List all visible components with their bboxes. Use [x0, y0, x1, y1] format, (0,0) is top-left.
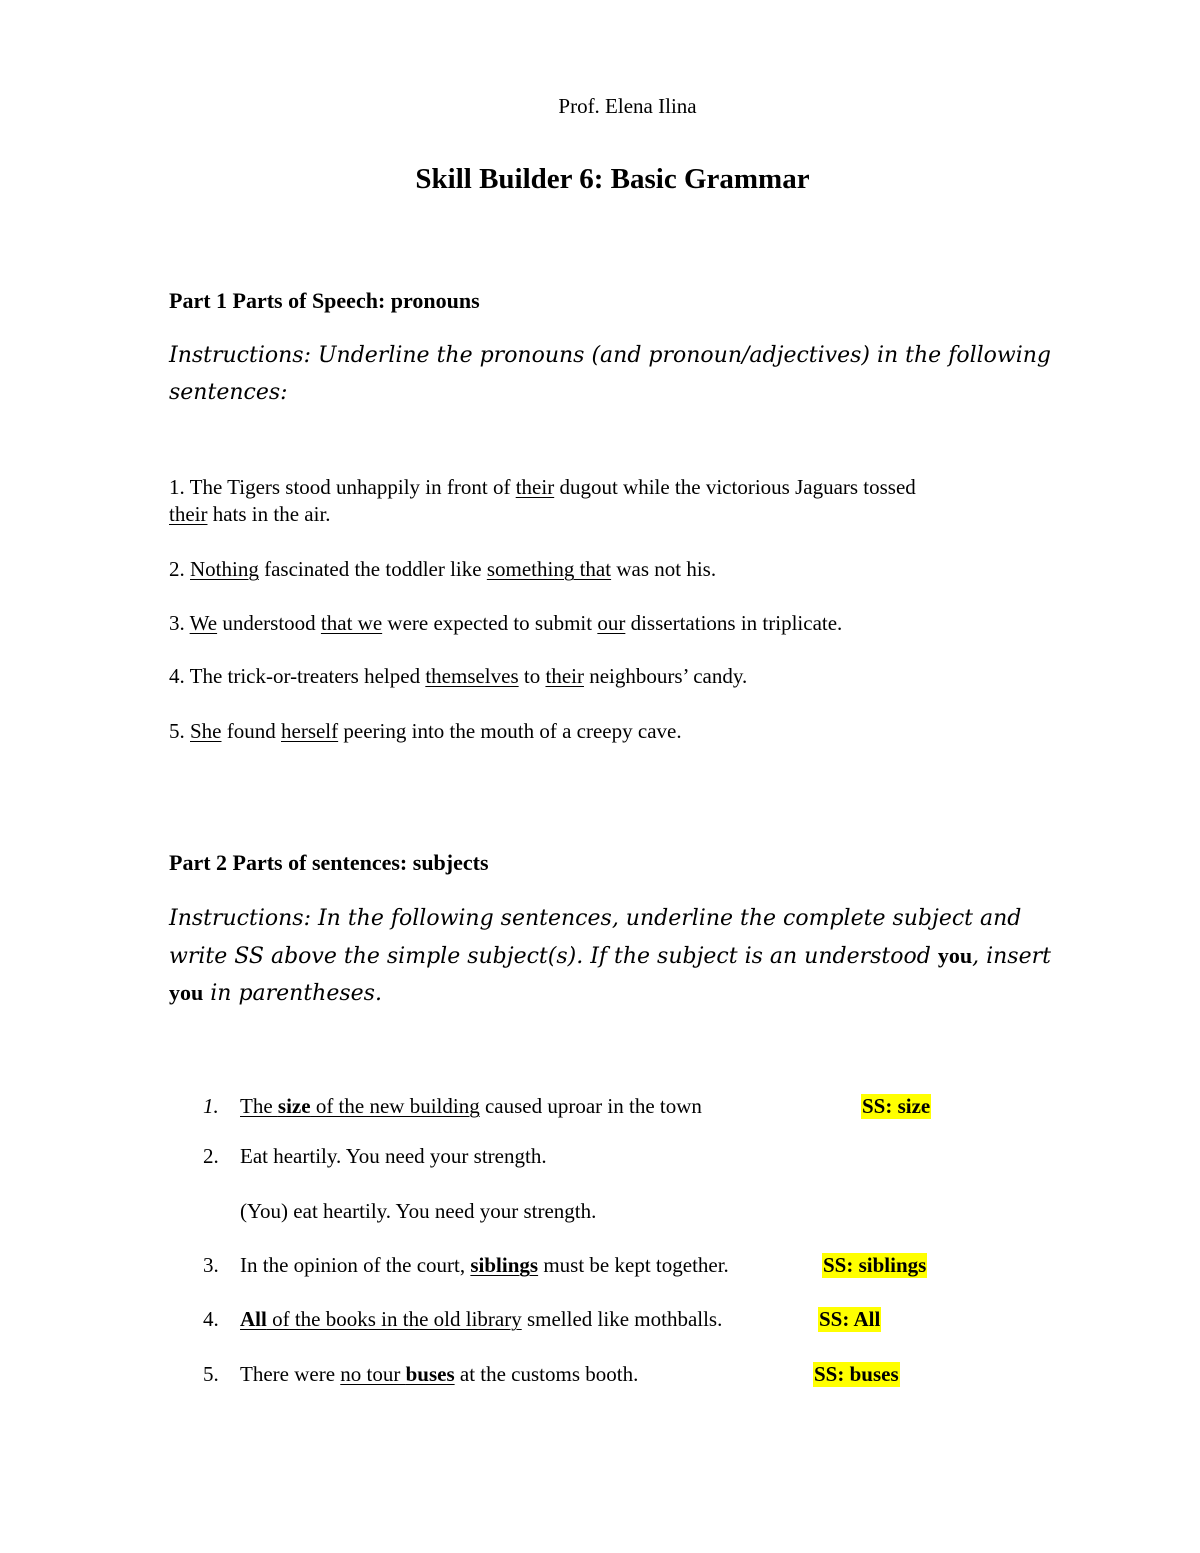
part2-instructions-text-c: in parentheses.: [203, 981, 382, 1006]
underlined-word: themselves: [425, 664, 519, 688]
part1-item-2: [169, 557, 716, 582]
part2-instructions-line2: [169, 937, 1051, 975]
part2-item-4-number: 4.: [203, 1307, 219, 1331]
part2-item-3-ss-badge: SS: siblings: [823, 1253, 927, 1277]
sentence-text: peering into the mouth of a creepy cave.: [338, 719, 682, 743]
sentence-text: was not his.: [611, 557, 717, 581]
sentence-text: 1. The Tigers stood unhappily in front of: [169, 475, 516, 499]
underlined-word: She: [190, 719, 222, 743]
sentence-text: There were: [240, 1362, 341, 1386]
part2-instructions-text-b: , insert: [972, 944, 1051, 969]
sentence-text: 2.: [169, 557, 190, 581]
sentence-text: 5.: [169, 719, 190, 743]
sentence-text: hats in the air.: [207, 502, 331, 526]
underlined-word: of the books in the old library: [266, 1307, 522, 1331]
sentence-text: dugout while the victorious Jaguars tossed: [554, 475, 916, 499]
part1-item-5: [169, 719, 682, 744]
part2-instructions-you-1: you: [937, 943, 973, 968]
part2-item-4-ss-badge: SS: All: [819, 1307, 881, 1331]
underlined-word: All: [240, 1307, 267, 1331]
underlined-word: Nothing: [190, 557, 259, 581]
part2-item-2: [240, 1144, 547, 1169]
part2-item-1-ss-badge: SS: size: [862, 1094, 931, 1118]
underlined-word: size: [277, 1094, 311, 1118]
part1-item-1-line1: [169, 475, 916, 500]
page-title: Skill Builder 6: Basic Grammar: [415, 163, 810, 195]
sentence-text: neighbours’ candy.: [583, 664, 748, 688]
sentence-text: to: [518, 664, 546, 688]
part1-item-4: [169, 664, 747, 689]
sentence-text: smelled like mothballs.: [521, 1307, 723, 1331]
part2-item-2-number: 2.: [203, 1144, 219, 1168]
sentence-text: In the opinion of the court,: [240, 1253, 471, 1277]
author-line: Prof. Elena Ilina: [558, 94, 697, 118]
part2-item-5-ss-badge: SS: buses: [814, 1362, 899, 1386]
sentence-text: caused uproar in the town: [479, 1094, 702, 1118]
underlined-word: our: [597, 611, 626, 635]
sentence-text: (You) eat heartily. You need your strength.: [240, 1199, 597, 1223]
underlined-word: of the new building: [310, 1094, 480, 1118]
underlined-word: their: [545, 664, 584, 688]
part1-heading: Part 1 Parts of Speech: pronouns: [169, 288, 480, 313]
part2-item-1-number: 1.: [203, 1094, 219, 1118]
sentence-text: found: [221, 719, 281, 743]
part2-item-5-number: 5.: [203, 1362, 219, 1386]
underlined-word: herself: [281, 719, 339, 743]
part2-item-1: [240, 1094, 702, 1119]
part2-item-3-number: 3.: [203, 1253, 219, 1277]
underlined-word: buses: [405, 1362, 455, 1386]
part2-item-4: [240, 1307, 722, 1332]
sentence-text: must be kept together.: [538, 1253, 729, 1277]
sentence-text: dissertations in triplicate.: [625, 611, 843, 635]
underlined-word: their: [169, 502, 208, 526]
part2-instructions-line3: [169, 974, 382, 1012]
part2-instructions-line1: Instructions: In the following sentences, underline the complete subject and: [169, 906, 1022, 931]
sentence-text: 4. The trick-or-treaters helped: [169, 664, 426, 688]
underlined-word: their: [515, 475, 555, 499]
sentence-text: at the customs booth.: [454, 1362, 639, 1386]
sentence-text: fascinated the toddler like: [258, 557, 487, 581]
part2-instructions-you-2: you: [169, 980, 204, 1005]
underlined-word: siblings: [470, 1253, 539, 1277]
underlined-word: something that: [486, 557, 612, 581]
sentence-text: 3.: [169, 611, 190, 635]
underlined-word: no tour: [340, 1362, 406, 1386]
underlined-word: that we: [320, 611, 383, 635]
part1-instructions-line1: Instructions: Underline the pronouns (and pronoun/adjectives) in the following: [169, 343, 1052, 368]
part1-item-3: [169, 611, 842, 636]
part1-item-1-line2: [169, 502, 331, 527]
part2-item-5: [240, 1362, 638, 1387]
part1-instructions-line2: sentences:: [169, 380, 288, 405]
underlined-word: The: [240, 1094, 278, 1118]
underlined-word: We: [189, 611, 218, 635]
sentence-text: Eat heartily. You need your strength.: [240, 1144, 547, 1168]
part2-instructions-text-a: write SS above the simple subject(s). If the subject is an understood: [169, 944, 938, 969]
sentence-text: were expected to submit: [382, 611, 598, 635]
part2-item-2-answer: [240, 1199, 596, 1224]
sentence-text: understood: [217, 611, 321, 635]
part2-item-3: [240, 1253, 729, 1278]
part2-heading: Part 2 Parts of sentences: subjects: [169, 850, 489, 875]
